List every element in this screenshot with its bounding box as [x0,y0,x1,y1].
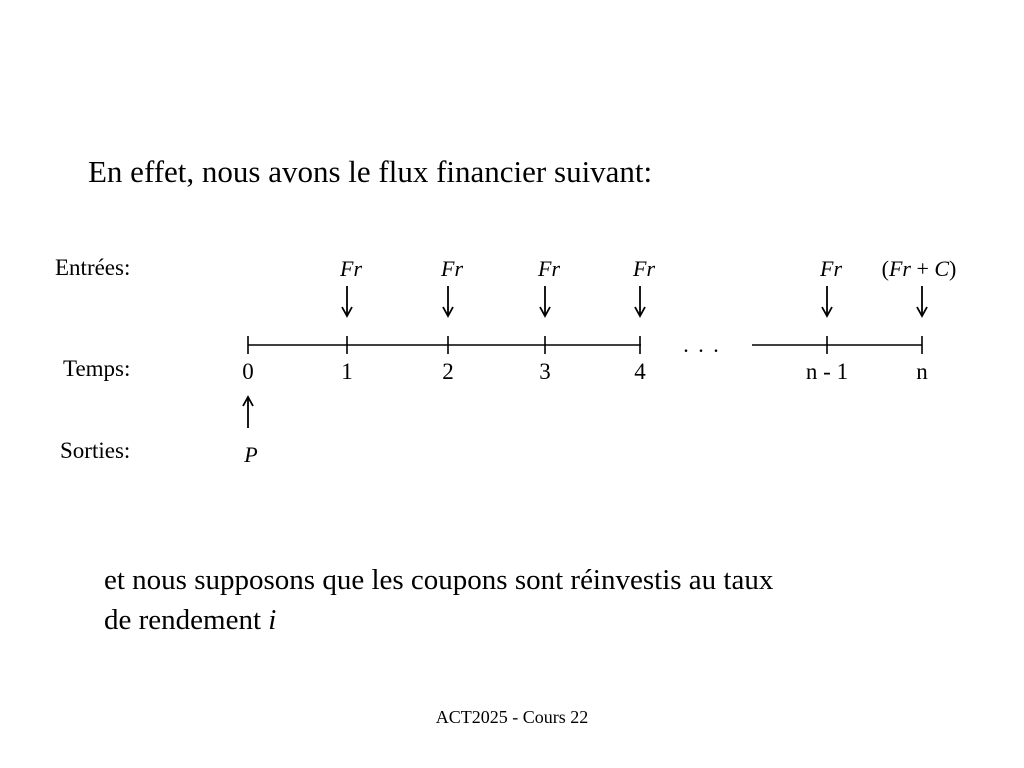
tick-label-4: 4 [634,359,646,384]
inflow-label-2: Fr [441,256,463,281]
outflow-label-0: P [244,442,258,467]
intro-text: En effet, nous avons le flux financier suivant: [88,154,653,189]
tick-label-n: n [916,359,928,384]
inflows-row-label: Entrées: [55,255,131,280]
axis-ellipsis: . . . [683,332,721,357]
tick-label-1: 1 [341,359,353,384]
time-row-label: Temps: [63,356,131,381]
down-arrow-icon-n-1 [822,286,832,316]
inflow-label-n: (Fr + C) [881,256,957,281]
tick-layer [242,336,928,384]
tick-label-0: 0 [242,359,254,384]
timeline-axis [248,332,922,357]
up-arrow-icon-0 [243,397,253,428]
tick-label-2: 2 [442,359,454,384]
tick-label-3: 3 [539,359,551,384]
down-arrow-icon-4 [635,286,645,316]
inflow-label-3: Fr [538,256,560,281]
conclusion-line-1: et nous supposons que les coupons sont réinvestis au taux [104,564,774,596]
tick-label-n-1: n - 1 [805,359,849,384]
inflow-layer [339,256,956,316]
outflows-row-label: Sorties: [60,438,131,463]
conclusion-text [104,560,944,640]
inflow-label-n-1: Fr [820,256,842,281]
down-arrow-icon-2 [443,286,453,316]
down-arrow-icon-1 [342,286,352,316]
inflow-label-4: Fr [633,256,655,281]
down-arrow-icon-n [917,286,927,316]
outflow-layer [243,397,258,467]
conclusion-line-2: de rendement [104,604,269,636]
slide-footer: ACT2025 - Cours 22 [435,707,589,727]
conclusion-variable: i [268,604,277,636]
inflow-label-1: Fr [340,256,362,281]
down-arrow-icon-3 [540,286,550,316]
